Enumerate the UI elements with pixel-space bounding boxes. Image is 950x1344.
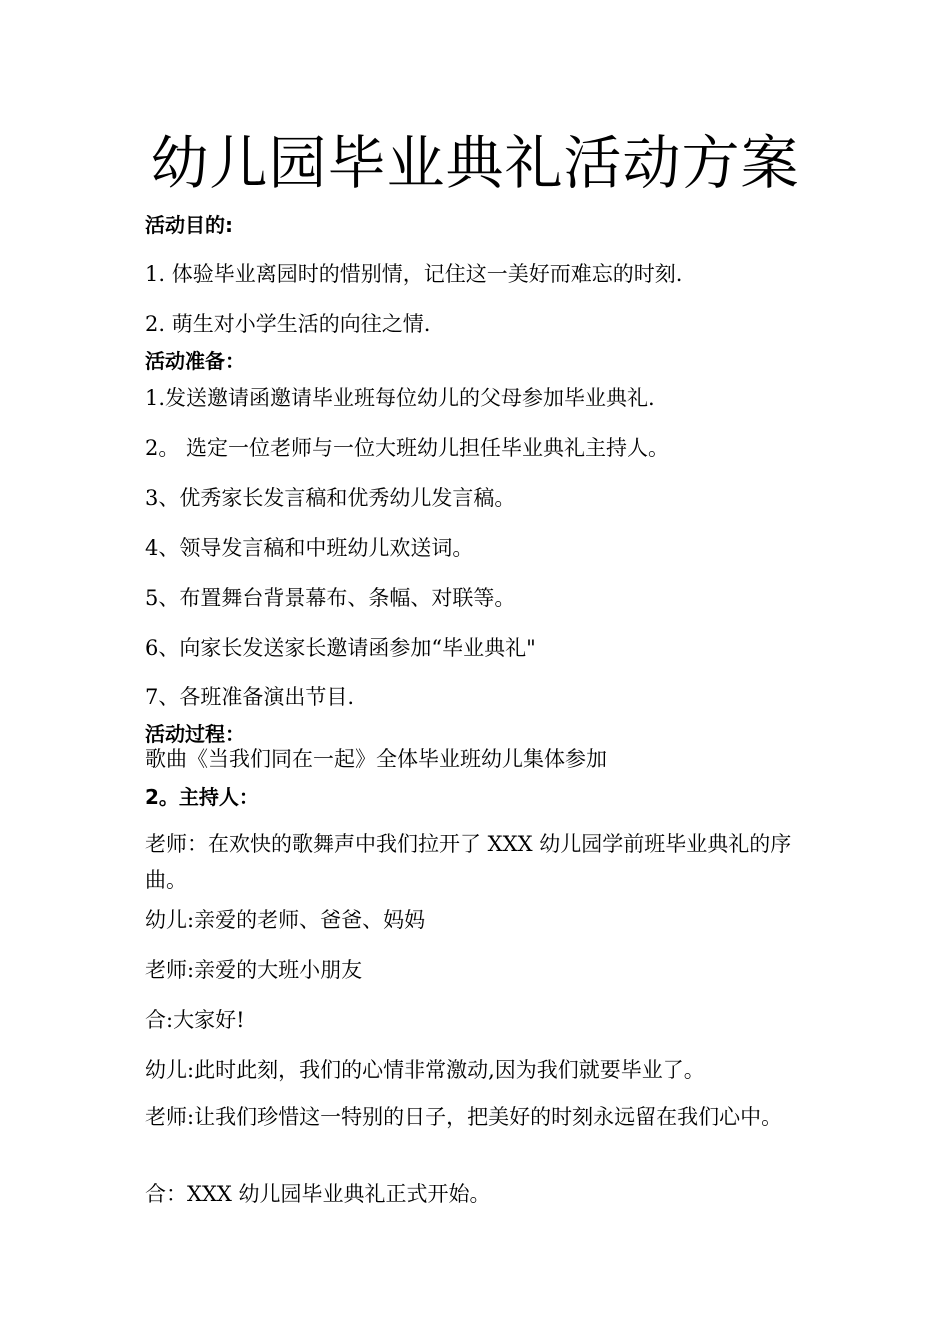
dialogue-line: 幼儿:此时此刻，我们的心情非常激动,因为我们就要毕业了。 <box>145 1058 705 1082</box>
dialogue-line: 老师：在欢快的歌舞声中我们拉开了 XXX 幼儿园学前班毕业典礼的序曲。 <box>145 832 792 892</box>
preparation-item: 4、领导发言稿和中班幼儿欢送词。 <box>145 536 474 560</box>
dialogue-line: 合：XXX 幼儿园毕业典礼正式开始。 <box>145 1182 491 1206</box>
dialogue-line: 老师:亲爱的大班小朋友 <box>145 958 363 982</box>
preparation-item: 3、优秀家长发言稿和优秀幼儿发言稿。 <box>145 486 516 510</box>
purpose-item: 1. 体验毕业离园时的惜别情，记住这一美好而难忘的时刻. <box>145 262 683 286</box>
preparation-heading: 活动准备： <box>145 349 245 373</box>
preparation-item: 1.发送邀请函邀请毕业班每位幼儿的父母参加毕业典礼. <box>145 386 655 410</box>
preparation-item: 5、布置舞台背景幕布、条幅、对联等。 <box>145 586 516 610</box>
host-subheading: 2。主持人： <box>145 785 259 809</box>
preparation-item: 6、向家长发送家长邀请函参加“毕业典礼" <box>145 636 536 660</box>
preparation-item: 2。 选定一位老师与一位大班幼儿担任毕业典礼主持人。 <box>145 436 670 460</box>
dialogue-line: 幼儿:亲爱的老师、爸爸、妈妈 <box>145 908 426 932</box>
purpose-item: 2. 萌生对小学生活的向往之情. <box>145 312 431 336</box>
process-intro: 歌曲《当我们同在一起》全体毕业班幼儿集体参加 <box>145 747 607 771</box>
preparation-item: 7、各班准备演出节目. <box>145 685 355 709</box>
purpose-heading: 活动目的: <box>145 213 233 237</box>
process-heading: 活动过程： <box>145 722 245 746</box>
dialogue-line: 合:大家好! <box>145 1008 245 1032</box>
document-title: 幼儿园毕业典礼活动方案 <box>150 129 800 197</box>
dialogue-line: 老师:让我们珍惜这一特别的日子，把美好的时刻永远留在我们心中。 <box>145 1105 783 1129</box>
